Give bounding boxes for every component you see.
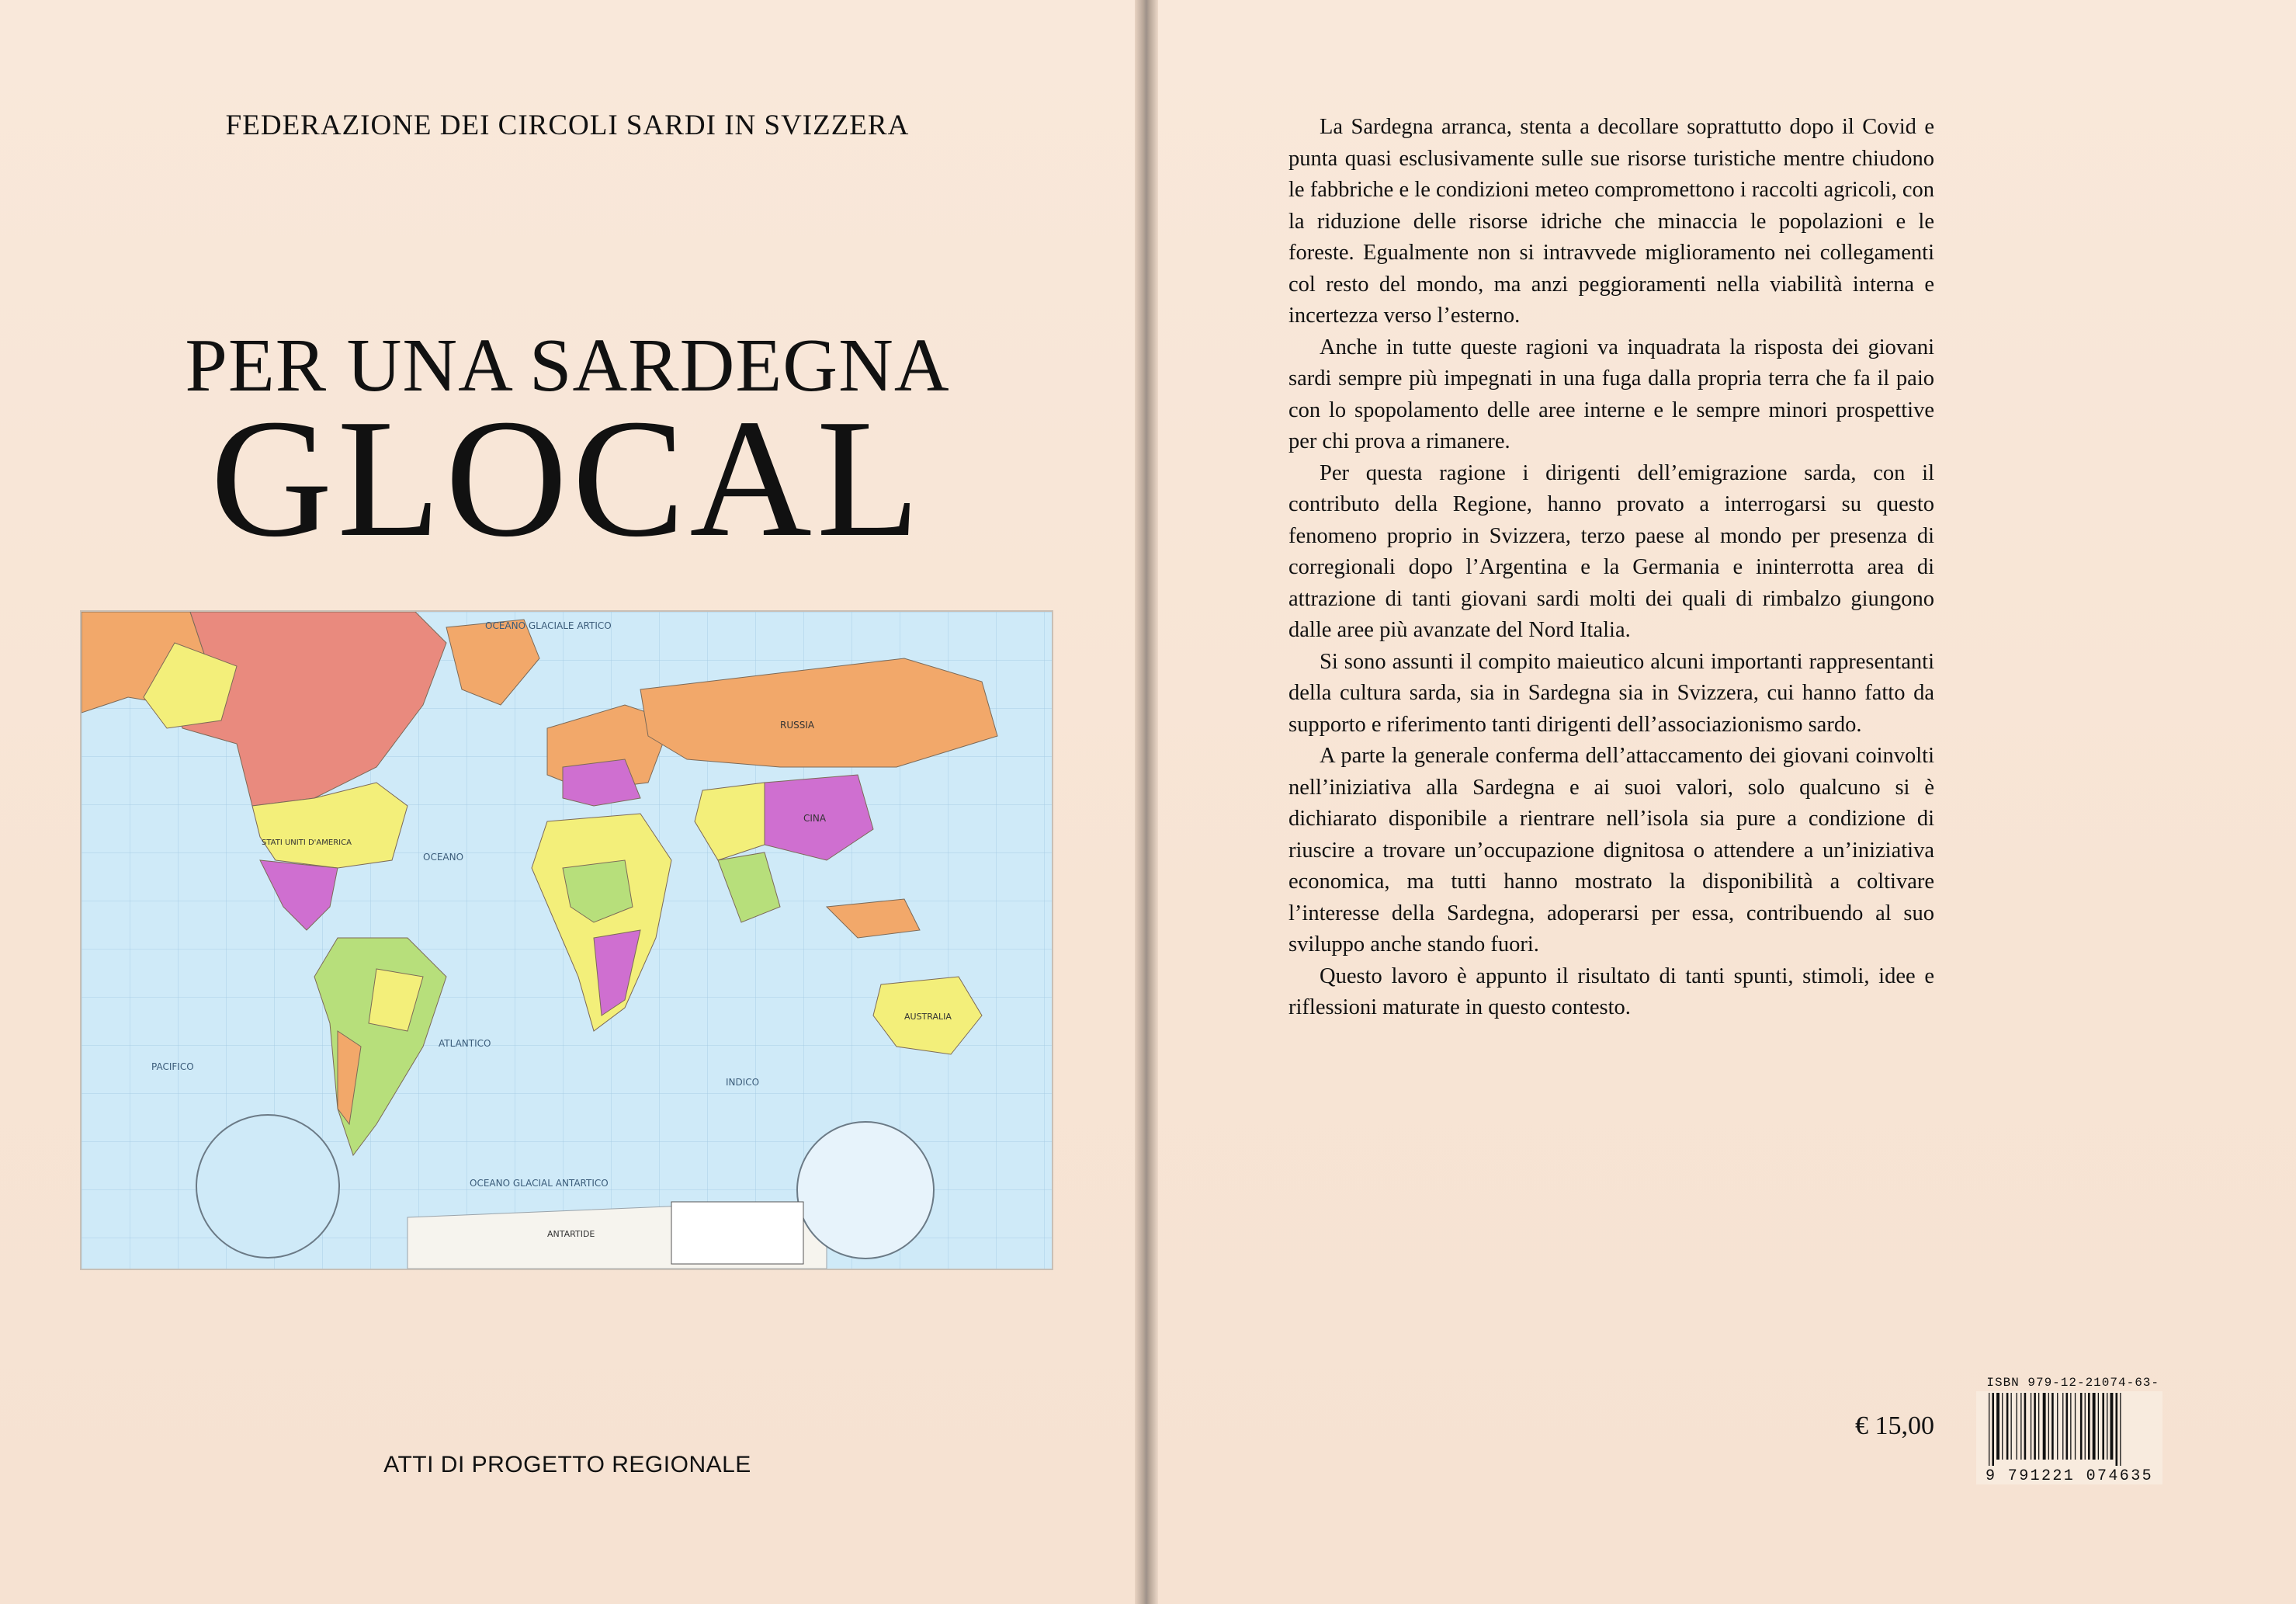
barcode-bar [2024, 1393, 2027, 1460]
barcode-bar [2066, 1393, 2069, 1460]
barcode-bar [1996, 1393, 1999, 1460]
barcode-bar [2038, 1393, 2039, 1460]
blurb-paragraph: Questo lavoro è appunto il risultato di tanti spunti, stimoli, idee e riflessioni maturate in questo contesto. [1288, 963, 1934, 1019]
barcode-bar [2075, 1393, 2076, 1460]
title-line-1: PER UNA SARDEGNA [185, 324, 950, 408]
back-cover-blurb [1288, 112, 1934, 1024]
map-label-arctic: OCEANO GLACIALE ARTICO [485, 620, 612, 631]
barcode-bar [2057, 1393, 2058, 1460]
barcode-bar [2093, 1393, 2096, 1460]
map-label-antarctica: ANTARTIDE [547, 1229, 595, 1239]
map-label-usa: STATI UNITI D'AMERICA [262, 838, 352, 847]
blurb-paragraph: Per questa ragione i dirigenti dell’emigrazione sarda, con il contributo della Regione, hanno provato a interrogarsi su questo fenomeno proprio in Svizzera, terzo paese al mondo per presenza di corregionali dopo l’Argentina e la Germania e ininterrotta area di attrazione di tanti giovani sardi molti dei quali di rimbalzo giungono dalle aree più avanzate del Nord Italia. [1288, 460, 1934, 642]
blurb-paragraph: A parte la generale conferma dell’attaccamento dei giovani coinvolti nell’iniziativa alla Sardegna e ai suoi valori, solo qualcuno si è dichiarato disponibile a rientrare nell’isola sia pure a condizione di riuscire a trovare un’occupazione dignitosa o attendere a un’iniziativa economica, ma tutti hanno mostrato la disponibilità a coltivare l’interesse della Sardegna, adoperarsi per essa, contribuendo al suo sviluppo anche stando fuori. [1288, 744, 1934, 956]
map-label-china: CINA [803, 813, 827, 824]
barcode-bar [2034, 1393, 2036, 1460]
book-spine [1135, 0, 1158, 1604]
barcode-bar [2048, 1393, 2049, 1460]
barcode-bar [2085, 1393, 2086, 1460]
isbn-label: ISBN 979-12-21074-63- [1986, 1376, 2159, 1390]
barcode-bar [2110, 1393, 2114, 1460]
barcode-bar [1992, 1393, 1994, 1466]
barcode-bar [2006, 1393, 2009, 1460]
map-label-atlantic: ATLANTICO [439, 1038, 491, 1049]
barcode-bar [2062, 1393, 2063, 1460]
series-label: ATTI DI PROGETTO REGIONALE [383, 1452, 751, 1477]
barcode-bars [1987, 1393, 2159, 1466]
barcode [1976, 1391, 2162, 1484]
publisher-name: FEDERAZIONE DEI CIRCOLI SARDI IN SVIZZERA [225, 109, 910, 141]
barcode-bar [2088, 1393, 2090, 1460]
title-line-2: GLOCAL [210, 385, 925, 572]
blurb-paragraph: Anche in tutte queste ragioni va inquadrata la risposta dei giovani sardi sempre più impegnati in una fuga dalla propria terra che fa il paio con lo spopolamento delle aree interne e le sempre minori prospettive per chi prova a rimanere. [1288, 335, 1934, 453]
barcode-bar [2020, 1393, 2021, 1460]
map-label-russia: RUSSIA [780, 720, 815, 731]
map-label-indian: INDICO [726, 1077, 760, 1088]
barcode-bar [2070, 1393, 2071, 1460]
map-label-antarctic: OCEANO GLACIAL ANTARTICO [470, 1178, 609, 1189]
barcode-bar [2102, 1393, 2104, 1460]
map-label-ocean: OCEANO [423, 852, 464, 863]
barcode-bar [2098, 1393, 2099, 1460]
barcode-bar [2051, 1393, 2054, 1460]
barcode-bar [2116, 1393, 2118, 1466]
map-label-australia: AUSTRALIA [904, 1012, 952, 1022]
world-map-image [82, 612, 1052, 1269]
map-label-pacific: PACIFICO [151, 1061, 194, 1072]
price: € 15,00 [1855, 1411, 1934, 1440]
barcode-bar [2080, 1393, 2083, 1460]
barcode-bar [2002, 1393, 2003, 1460]
world-map [80, 610, 1053, 1270]
blurb-paragraph: La Sardegna arranca, stenta a decollare soprattutto dopo il Covid e punta quasi esclusivamente sulle sue risorse turistiche mentre chiudono le fabbriche e le condizioni meteo compromettono i raccolti agricoli, con la riduzione delle risorse idriche che minaccia le popolazioni e le foreste. Egualmente non si intravvede miglioramento nei collegamenti col resto del mondo, ma anzi peggioramenti nella viabilità interna e incertezza verso l’esterno. [1288, 115, 1934, 328]
barcode-bar [2043, 1393, 2046, 1460]
blurb-paragraph: Si sono assunti il compito maieutico alcuni importanti rappresentanti della cultura sarda, sia in Sardegna sia in Svizzera, cui hanno fatto da supporto e riferimento tanti dirigenti dell’associazionismo sardo. [1288, 649, 1934, 737]
barcode-bar [2120, 1393, 2121, 1466]
barcode-bar [2011, 1393, 2012, 1460]
barcode-digits: 9 791221 074635 [1985, 1467, 2154, 1485]
front-cover [0, 0, 1135, 1604]
